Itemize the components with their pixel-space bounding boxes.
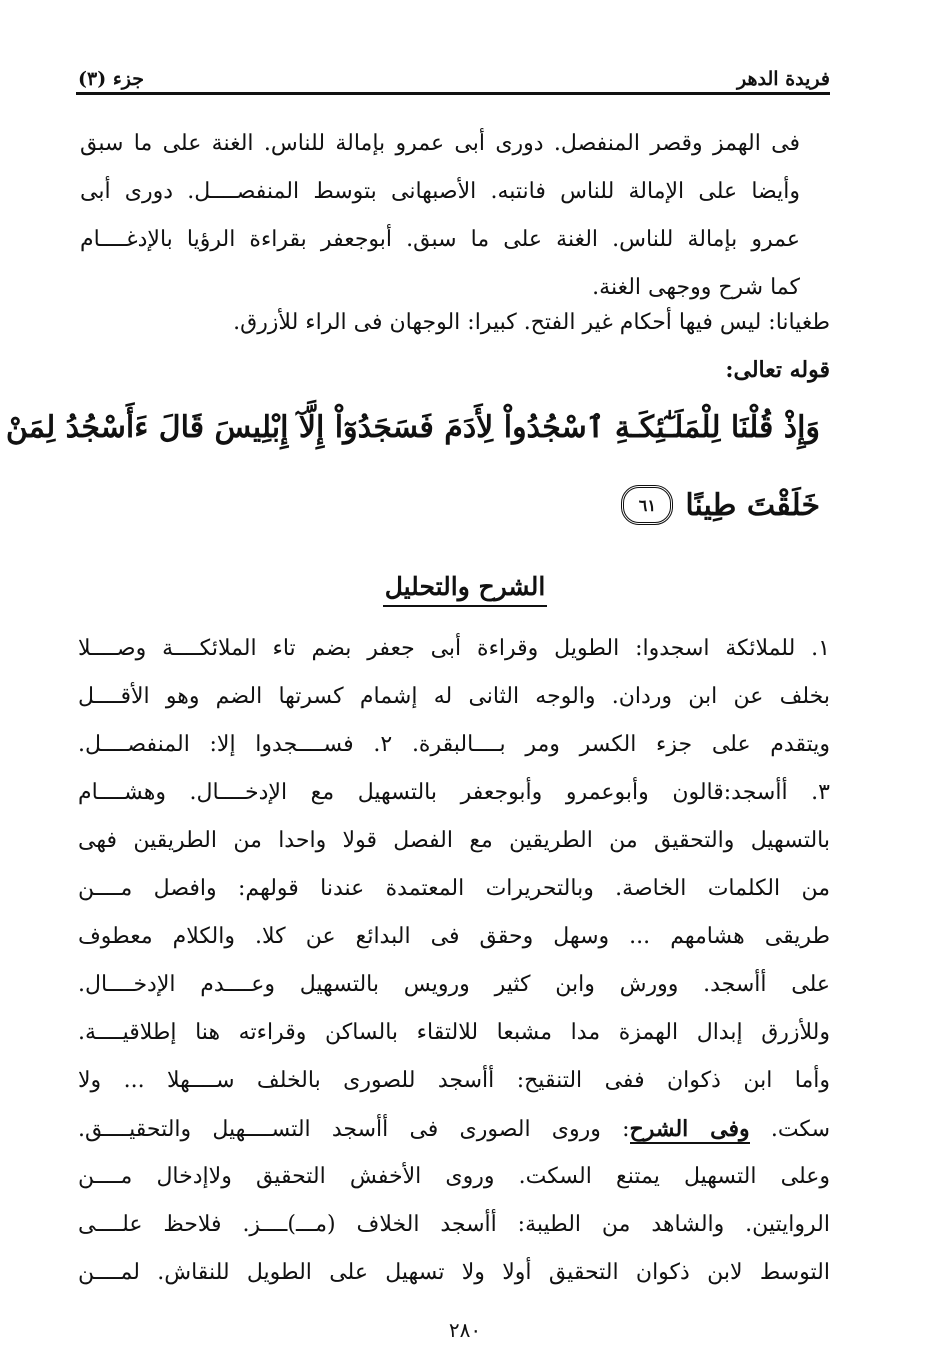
text-line: من الكلمات الخاصة. وبالتحريرات المعتمدة عندنا قولهم: وافصل مــــن <box>78 876 830 901</box>
text-line: وعلى التسهيل يمتنع السكت. وروى الأخفش التحقيق ولاإدخال مــــن <box>78 1164 830 1189</box>
underlined-term: وفى الشرح <box>629 1116 750 1142</box>
page-number: ٢٨٠ <box>448 1318 482 1342</box>
section-title-text: الشرح والتحليل <box>383 572 548 607</box>
part-label: جزء (٣) <box>78 68 144 90</box>
text-line: طريقى هشامهم ... وسهل وحقق فى البدائع عن كلا. والكلام معطوف <box>78 924 830 949</box>
tughyanan-line: طغيانا: ليس فيها أحكام غير الفتح. كبيرا: الوجهان فى الراء للأزرق. <box>233 310 830 335</box>
text-fragment: : وروى الصورى فى أأسجد التســــهيل والتحقيــــق. <box>78 1117 630 1142</box>
text-line: فى الهمز وقصر المنفصل. دورى أبى عمرو بإمالة للناس. الغنة على ما سبق <box>80 131 800 156</box>
text-line: ١. للملائكة اسجدوا: الطويل وقراءة أبى جعفر بضم تاء الملائكــــة وصــــلا <box>78 636 830 661</box>
text-line: وللأزرق إبدال الهمزة مدا مشبعا للالتقاء بالساكن وقراءته هنا إطلاقيــــة. <box>78 1020 830 1045</box>
text-line-with-underline <box>78 1105 830 1153</box>
ayah-line-2 <box>621 485 820 525</box>
text-line: عمرو بإمالة للناس. الغنة على ما سبق. أبوجعفر بقراءة الرؤيا بالإدغــــام <box>80 227 800 252</box>
text-line: ٣. أأسجد:قالون وأبوعمرو وأبوجعفر بالتسهيل مع الإدخــــال. وهشــــام <box>78 780 830 805</box>
text-line: الروايتين. والشاهد من الطيبة: أأسجد الخلاف (مـــ)ــــز. فلاحظ علــــى <box>78 1212 830 1237</box>
text-fragment: سكت. <box>749 1117 831 1142</box>
page-header <box>78 50 830 90</box>
text-line: بخلف عن ابن وردان. والوجه الثانى له إشمام كسرتها الضم وهو الأقــــل <box>78 684 830 709</box>
header-rule <box>76 92 830 95</box>
text-line: التوسط لابن ذكوان التحقيق أولا ولا تسهيل على الطويل للنقاش. لمــــن <box>78 1260 830 1285</box>
text-line: على أأسجد. وورش وابن كثير ورويس بالتسهيل وعــــدم الإدخــــال. <box>78 972 830 997</box>
text-line: كما شرح ووجهى الغنة. <box>592 275 800 300</box>
book-title: فريدة الدهر <box>737 68 830 90</box>
ayah-text: خَلَقْتَ طِينًا <box>685 487 820 523</box>
text-line: بالتسهيل والتحقيق من الطريقين مع الفصل قولا واحدا من الطريقين فهى <box>78 828 830 853</box>
ayah-number-marker: ٦١ <box>621 485 673 525</box>
text-line: ويتقدم على جزء الكسر ومر بــــالبقرة. ٢. فســــجدوا إلا: المنفصــــل. <box>78 732 830 757</box>
intro-paragraph <box>80 120 800 312</box>
ayah-line-1: وَإِذْ قُلْنَا لِلْمَلَـٰٓئِكَـةِ ٱسْجُدُواْ لِأَدَمَ فَسَجَدُوٓاْ إِلَّآ إِبْلِيسَ قَالَ ءَأَسْجُدُ لِمَنْ <box>5 410 820 445</box>
section-title <box>0 572 930 601</box>
text-line: وأيضا على الإمالة للناس فانتبه. الأصبهانى بتوسط المنفصــــل. دورى أبى <box>80 179 800 204</box>
qawluhu-heading: قوله تعالى: <box>725 357 830 383</box>
text-line: وأما ابن ذكوان ففى التنقيح: أأسجد للصورى بالخلف ســــهلا ... ولا <box>78 1068 830 1093</box>
body-paragraph <box>78 625 830 1297</box>
